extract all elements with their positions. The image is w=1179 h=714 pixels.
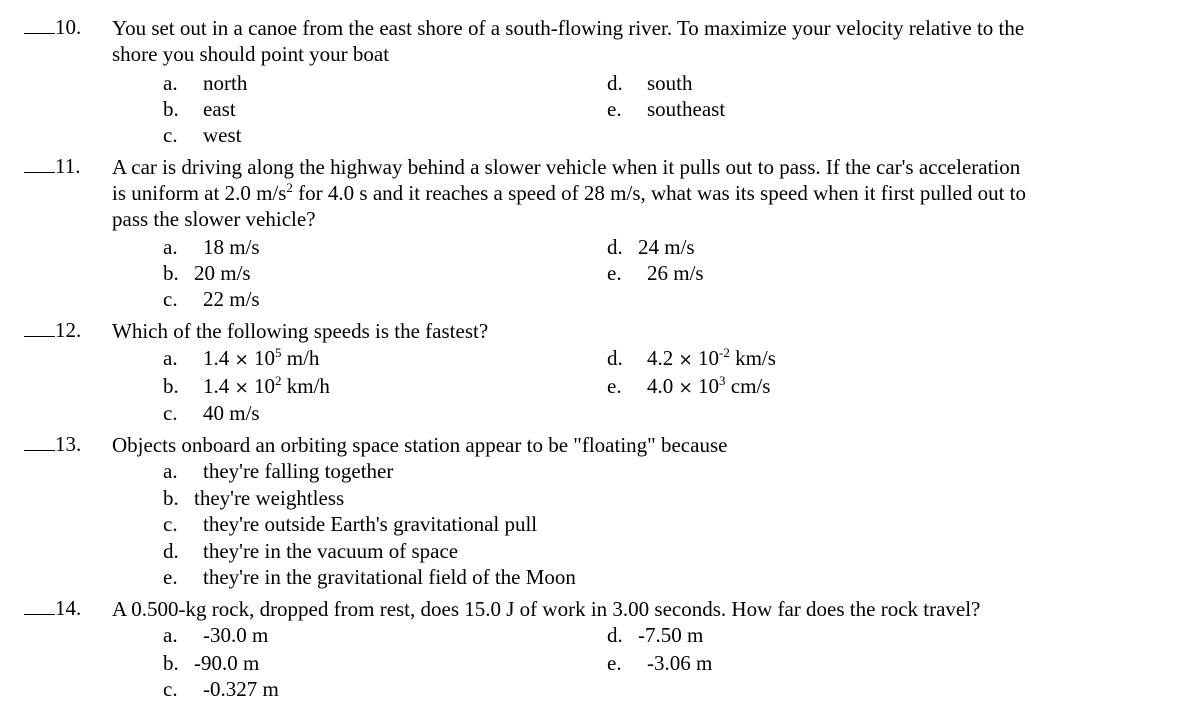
option-a[interactable]: a. $1.4 \times 10^5$ m/h bbox=[163, 345, 320, 370]
option-d[interactable]: d. they're in the vacuum of space bbox=[163, 539, 459, 563]
question-stem: Objects onboard an orbiting space station appear to be "floating" because bbox=[112, 433, 728, 457]
option-b[interactable]: b. $1.4 \times 10^2$ km/h bbox=[163, 373, 330, 398]
answer-blank[interactable] bbox=[24, 320, 55, 337]
option-e[interactable]: e. 26 m/s bbox=[607, 261, 704, 285]
option-e[interactable]: e. $4.0 \times 10^3$ cm/s bbox=[607, 373, 771, 398]
option-d[interactable]: d. -7.50 m bbox=[607, 623, 704, 647]
option-a[interactable]: a. north bbox=[163, 71, 248, 95]
question-number: 11. bbox=[24, 154, 80, 179]
answer-blank[interactable] bbox=[24, 17, 55, 34]
option-c[interactable]: c. they're outside Earth's gravitational pull bbox=[163, 512, 538, 536]
question-stem: A car is driving along the highway behind a slower vehicle when it pulls out to pass. If the car's acceleration is uniform at 2.0 $m/s^2$ for 4.0 s and it reaches a speed of 28 m/s, what was its speed when it first pulled out to pass the slower vehicle? bbox=[112, 155, 1027, 231]
option-b[interactable]: b. -90.0 m bbox=[163, 651, 260, 675]
question-number: 10. bbox=[24, 15, 81, 40]
option-a[interactable]: a. they're falling together bbox=[163, 459, 394, 483]
question-stem: Which of the following speeds is the fastest? bbox=[112, 319, 489, 343]
option-b[interactable]: b. east bbox=[163, 97, 236, 121]
option-b[interactable]: b. 20 m/s bbox=[163, 261, 251, 285]
option-d[interactable]: d. 24 m/s bbox=[607, 235, 695, 259]
option-e[interactable]: e. they're in the gravitational field of the Moon bbox=[163, 565, 576, 589]
option-a[interactable]: a. 18 m/s bbox=[163, 235, 260, 259]
answer-blank[interactable] bbox=[24, 156, 55, 173]
option-d[interactable]: d. south bbox=[607, 71, 693, 95]
answer-blank[interactable] bbox=[24, 598, 55, 615]
option-d[interactable]: d. $4.2 \times 10^{-2}$ km/s bbox=[607, 345, 776, 370]
option-c[interactable]: c. -0.327 m bbox=[163, 677, 279, 701]
question-stem: A 0.500-kg rock, dropped from rest, does 15.0 J of work in 3.00 seconds. How far does the rock travel? bbox=[112, 597, 981, 621]
question-number: 14. bbox=[24, 596, 81, 621]
option-e[interactable]: e. -3.06 m bbox=[607, 651, 713, 675]
option-b[interactable]: b. they're weightless bbox=[163, 486, 345, 510]
answer-blank[interactable] bbox=[24, 434, 55, 451]
option-a[interactable]: a. -30.0 m bbox=[163, 623, 269, 647]
question-number: 12. bbox=[24, 318, 81, 343]
option-e[interactable]: e. southeast bbox=[607, 97, 726, 121]
option-c[interactable]: c. 40 m/s bbox=[163, 401, 260, 425]
option-c[interactable]: c. 22 m/s bbox=[163, 287, 260, 311]
question-number: 13. bbox=[24, 432, 81, 457]
option-c[interactable]: c. west bbox=[163, 123, 242, 147]
question-stem: You set out in a canoe from the east shore of a south-flowing river. To maximize your velocity relative to the shore you should point your boat bbox=[112, 16, 1025, 66]
